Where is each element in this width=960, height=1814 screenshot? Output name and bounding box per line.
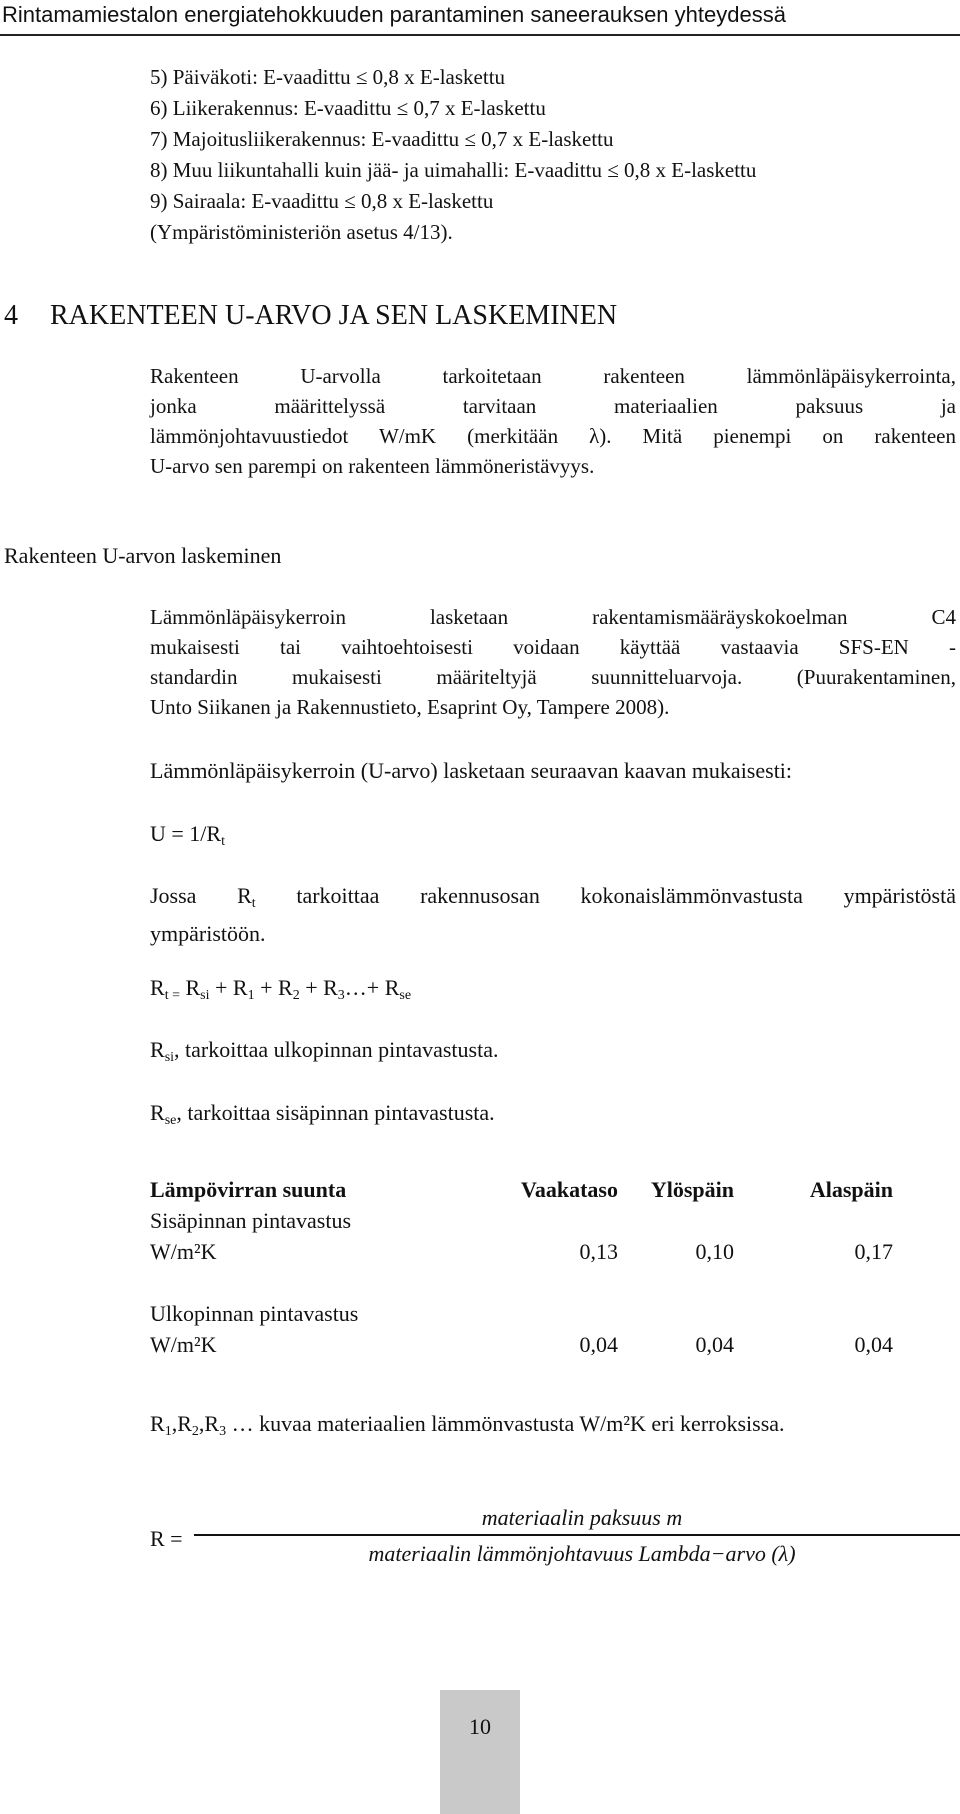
list-item: 7) Majoitusliikerakennus: E-vaadittu ≤ 0,7 x E-laskettu [150, 127, 614, 151]
jossa-paragraph [150, 881, 956, 949]
page-number: 10 [440, 1690, 520, 1814]
table-cell: 0,13 [579, 1239, 618, 1264]
requirement-list [150, 62, 756, 248]
paragraph-line: U-arvo sen parempi on rakenteen lämmöneristävyys. [150, 454, 595, 478]
paragraph-line: jonka määrittelyssä tarvitaan materiaalien paksuus ja [150, 394, 956, 418]
table-row [150, 1203, 893, 1234]
table-cell: 0,04 [579, 1332, 618, 1357]
paragraph-line: Lämmönläpäisykerroin lasketaan rakentamismääräyskokoelman C4 [150, 605, 956, 629]
rse-definition: $R_{se}$, tarkoittaa sisäpinnan pintavastusta. [150, 1100, 495, 1128]
section-number: 4 [4, 300, 18, 331]
surface-resistance-table [150, 1172, 893, 1358]
paragraph-line: mukaisesti tai vaihtoehtoisesti voidaan käyttää vastaavia SFS-EN - [150, 635, 956, 659]
formula-intro: Lämmönläpäisykerroin (U-arvo) lasketaan seuraavan kaavan mukaisesti: [150, 758, 793, 783]
table-header-row [150, 1172, 893, 1203]
rt-formula: $R_{t =}$ $R_{si} + R_1 + R_2$ + $R_3\dots+ R_{se}$ [150, 975, 412, 1003]
section-title: RAKENTEEN U-ARVO JA SEN LASKEMINEN [50, 300, 618, 331]
rsi-definition: $R_{si}$, tarkoittaa ulkopinnan pintavastusta. [150, 1037, 499, 1065]
list-item: 9) Sairaala: E-vaadittu ≤ 0,8 x E-laskettu [150, 189, 494, 213]
list-item: 8) Muu liikuntahalli kuin jää- ja uimahalli: E-vaadittu ≤ 0,8 x E-laskettu [150, 158, 757, 182]
table-cell: W/m²K [150, 1239, 217, 1264]
formula-denominator: materiaalin lämmönjohtavuus Lambda−arvo (λ) [368, 1541, 796, 1566]
list-item: 6) Liikerakennus: E-vaadittu ≤ 0,7 x E-laskettu [150, 96, 546, 120]
table-header: Ylöspäin [650, 1177, 734, 1202]
header-title: Rintamamiestalon energiatehokkuuden parantaminen saneerauksen yhteydessä [2, 2, 786, 27]
layer-resistance-text: $R_1,R_2,R_3$ … kuvaa materiaalien lämmönvastusta W/m²K eri kerroksissa. [150, 1411, 785, 1439]
table-header: Lämpövirran suunta [150, 1177, 347, 1202]
list-item: 5) Päiväkoti: E-vaadittu ≤ 0,8 x E-laskettu [150, 65, 506, 89]
u-formula: $U = 1/R_t$ [150, 821, 225, 849]
paragraph-line: ympäristöön. [150, 921, 266, 946]
table-header: Alaspäin [809, 1177, 893, 1202]
table-cell: Sisäpinnan pintavastus [150, 1208, 352, 1233]
formula-fraction [194, 1502, 960, 1570]
table-cell: W/m²K [150, 1332, 217, 1357]
paragraph-line: Unto Siikanen ja Rakennustieto, Esaprint Oy, Tampere 2008). [150, 695, 670, 719]
section-heading [4, 300, 617, 332]
subsection-paragraph [150, 602, 956, 722]
paragraph-line: Rakenteen U-arvolla tarkoitetaan rakenteen lämmönläpäisykerrointa, [150, 364, 956, 388]
table-row [150, 1234, 893, 1265]
paragraph-line: lämmönjohtavuustiedot W/mK (merkitään λ). Mitä pienempi on rakenteen [150, 424, 956, 448]
table-cell: 0,10 [695, 1239, 734, 1264]
table-cell: Ulkopinnan pintavastus [150, 1301, 359, 1326]
paragraph-line: standardin mukaisesti määriteltyjä suunnitteluarvoja. (Puurakentaminen, [150, 665, 956, 689]
page-header [0, 0, 960, 36]
table-cell: 0,17 [854, 1239, 893, 1264]
table-cell: 0,04 [854, 1332, 893, 1357]
table-row [150, 1327, 893, 1358]
table-header: Vaakataso [521, 1177, 618, 1202]
formula-lhs: R = [150, 1526, 183, 1551]
paragraph-line: Jossa $R_t$ tarkoittaa rakennusosan kokonaislämmönvastusta ympäristöstä [150, 883, 956, 911]
list-item: (Ympäristöministeriön asetus 4/13). [150, 220, 453, 244]
subsection-heading: Rakenteen U-arvon laskeminen [4, 543, 282, 568]
section-paragraph [150, 361, 956, 481]
formula-numerator: materiaalin paksuus m [481, 1505, 683, 1530]
table-cell: 0,04 [695, 1332, 734, 1357]
table-row [150, 1296, 893, 1327]
